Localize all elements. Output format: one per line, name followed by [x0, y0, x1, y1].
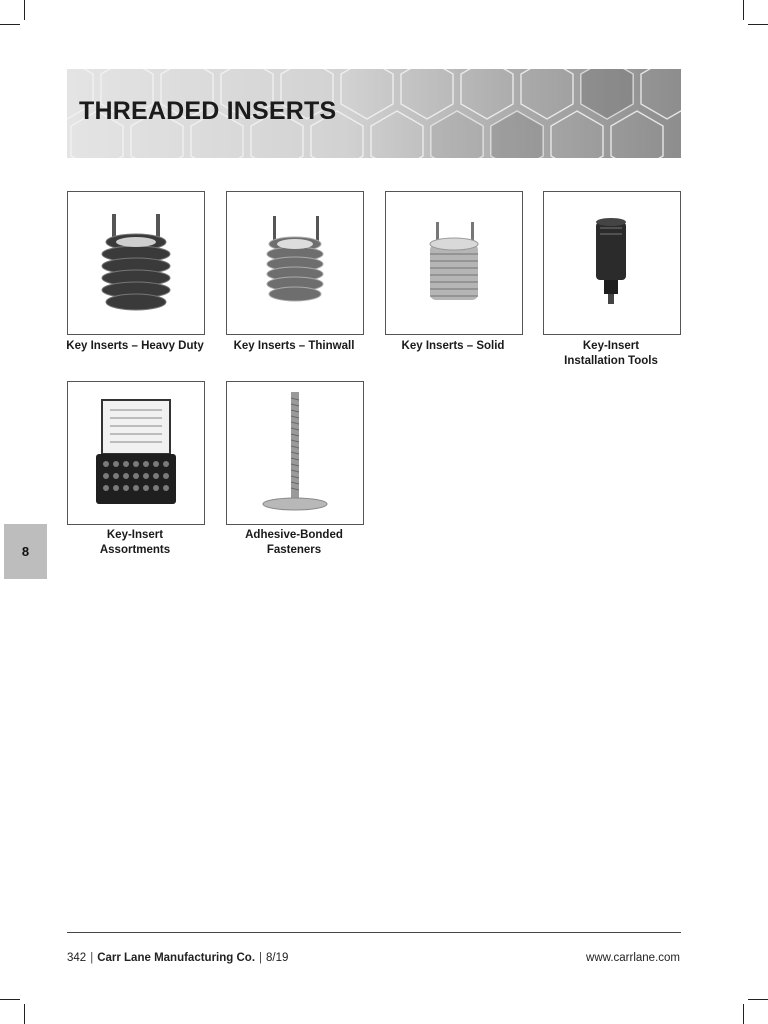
- crop-mark: [0, 24, 20, 25]
- caption-key-inserts-thinwall: Key Inserts – Thinwall: [233, 340, 355, 352]
- product-card-key-inserts-thinwall[interactable]: [226, 191, 364, 335]
- adhesive-fastener-image: [227, 382, 363, 524]
- website-link[interactable]: www.carrlane.com: [586, 952, 680, 964]
- crop-mark: [24, 0, 25, 20]
- caption-key-inserts-heavy-duty: Key Inserts – Heavy Duty: [66, 340, 204, 352]
- edition-date: 8/19: [266, 952, 289, 964]
- key-insert-heavy-duty-image: [68, 192, 204, 334]
- installation-tool-image: [544, 192, 680, 334]
- caption-key-insert-assortments: Key-Insert Assortments: [99, 529, 171, 556]
- key-insert-solid-image: [386, 192, 522, 334]
- caption-adhesive-bonded-fasteners: Adhesive-Bonded Fasteners: [245, 529, 343, 556]
- product-card-key-insert-assortments[interactable]: [67, 381, 205, 525]
- company-name: Carr Lane Manufacturing Co.: [97, 952, 256, 964]
- footer-info: 342 | Carr Lane Manufacturing Co. | 8/19: [67, 952, 289, 964]
- product-card-key-inserts-heavy-duty[interactable]: [67, 191, 205, 335]
- crop-mark: [743, 0, 744, 20]
- chapter-tab[interactable]: 8: [4, 524, 47, 579]
- crop-mark: [748, 999, 768, 1000]
- section-banner: [67, 69, 681, 158]
- crop-mark: [24, 1004, 25, 1024]
- page-title: THREADED INSERTS: [79, 97, 337, 125]
- crop-mark: [743, 1004, 744, 1024]
- footer-divider: [67, 932, 681, 933]
- product-card-key-inserts-solid[interactable]: [385, 191, 523, 335]
- assortment-kit-image: [68, 382, 204, 524]
- caption-installation-tools: Key-Insert Installation Tools: [564, 340, 658, 367]
- crop-mark: [0, 999, 20, 1000]
- caption-key-inserts-solid: Key Inserts – Solid: [401, 340, 505, 352]
- key-insert-thinwall-image: [227, 192, 363, 334]
- crop-mark: [748, 24, 768, 25]
- product-card-installation-tools[interactable]: [543, 191, 681, 335]
- product-card-adhesive-bonded-fasteners[interactable]: [226, 381, 364, 525]
- page-number: 342: [67, 952, 87, 964]
